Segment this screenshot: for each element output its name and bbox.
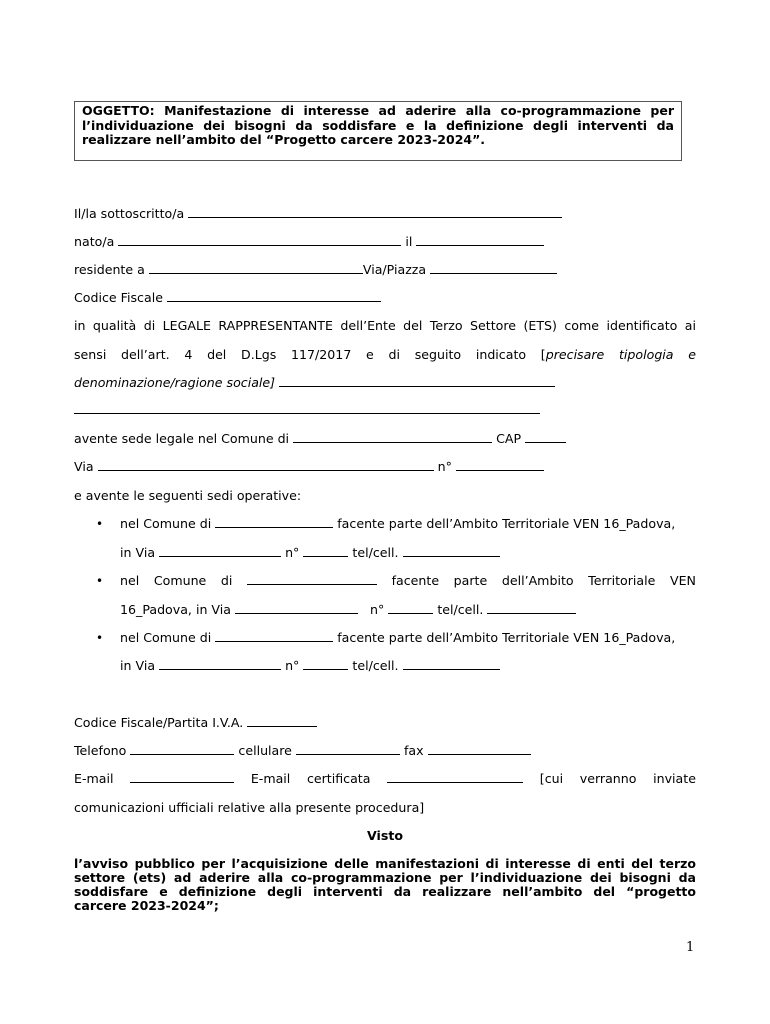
blank-pec[interactable] [387,771,523,783]
visto-line-2: settore (ets) ad aderire alla co-programmazione per l’individuazione dei bisogni da [74,870,696,885]
label-sensi: sensi dell’art. 4 del D.Lgs 117/2017 e di seguito indicato [ [74,347,546,362]
blank-codice-fiscale[interactable] [167,290,381,302]
sede-2-comune-label: nel Comune di [120,573,233,588]
row-codice-fiscale [74,290,696,306]
row-residente [74,262,696,278]
blank-denominazione-cont[interactable] [74,402,540,414]
sede-2-via-blank[interactable] [235,602,358,614]
row-email [74,771,696,787]
row-sottoscritto [74,206,696,222]
blank-denominazione[interactable] [279,375,555,387]
blank-comune[interactable] [293,431,492,443]
blank-residente[interactable] [149,262,363,274]
row-via [74,459,696,475]
row-sede-legale [74,431,696,447]
sede-2-tel-blank[interactable] [487,602,576,614]
bullet-icon: • [96,574,104,588]
label-denominazione: denominazione/ragione sociale] [74,375,276,390]
blank-numero[interactable] [456,459,544,471]
sede-3-row-1 [120,630,696,646]
sede-3-ambito: facente parte dell’Ambito Territoriale VEN 16_Padova, [337,630,676,645]
sede-1-comune-blank[interactable] [215,516,333,528]
blank-il[interactable] [416,234,544,246]
row-sedi-operative: e avente le seguenti sedi operative: [74,488,302,503]
sede-3-tel-blank[interactable] [403,658,500,670]
label-nato: nato/a [74,234,115,249]
sede-3-comune-label: nel Comune di [120,630,212,645]
blank-via-piazza[interactable] [430,262,557,274]
sede-3-n-label: n° [285,658,300,673]
oggetto-line-3: realizzare nell’ambito del “Progetto carcere 2023-2024”. [82,132,486,147]
sede-3-tel-label: tel/cell. [352,658,399,673]
sede-3-via-label: in Via [120,658,156,673]
blank-sottoscritto[interactable] [188,206,562,218]
sede-1-row-1 [120,516,696,532]
sede-2-row-2 [120,602,696,618]
row-denominazione [74,375,696,391]
row-telefono [74,743,696,759]
label-cap: CAP [496,431,522,446]
label-sede-legale: avente sede legale nel Comune di [74,431,290,446]
row-comunicazioni: comunicazioni ufficiali relative alla presente procedura] [74,800,425,815]
sede-1-comune-label: nel Comune di [120,516,212,531]
sede-1-via-blank[interactable] [159,545,281,557]
sede-2-n-label: n° [370,602,385,617]
row-cf-piva [74,715,696,731]
row-qualita: in qualità di LEGALE RAPPRESENTANTE dell’Ente del Terzo Settore (ETS) come identificato ai [74,318,696,333]
row-sensi [74,347,696,363]
visto-line-1: l’avviso pubblico per l’acquisizione delle manifestazioni di interesse di enti del terzo [74,856,696,871]
sede-3-row-2 [120,658,696,674]
row-blank-full [74,402,696,418]
label-via-piazza: Via/Piazza [362,262,427,277]
sede-3-comune-blank[interactable] [215,630,333,642]
label-pec: E-mail certificata [250,771,371,786]
sede-2-ambito: facente parte dell’Ambito Territoriale VEN [391,573,696,588]
sede-2-tel-label: tel/cell. [437,602,484,617]
label-codice-fiscale: Codice Fiscale [74,290,163,305]
visto-title: Visto [366,828,403,843]
blank-cf-piva[interactable] [247,715,317,727]
sede-2-via-label: 16_Padova, in Via [120,602,231,617]
visto-line-4: carcere 2023-2024”; [74,898,219,913]
label-sottoscritto: Il/la sottoscritto/a [74,206,185,221]
oggetto-line-1: OGGETTO: Manifestazione di interesse ad aderire alla co-programmazione per [82,103,674,118]
sede-2-n-blank[interactable] [388,602,433,614]
row-nato [74,234,696,250]
blank-fax[interactable] [428,743,531,755]
label-numero: n° [437,459,452,474]
label-via: Via [74,459,94,474]
blank-cellulare[interactable] [296,743,400,755]
blank-cap[interactable] [525,431,566,443]
sede-3-via-blank[interactable] [159,658,281,670]
sede-1-n-blank[interactable] [303,545,348,557]
page-number: 1 [686,940,695,955]
bullet-icon: • [96,631,104,645]
sede-1-row-2 [120,545,696,561]
sede-1-tel-label: tel/cell. [352,545,399,560]
label-fax: fax [403,743,424,758]
label-precisare: precisare tipologia e [545,347,696,362]
sede-2-row-1 [120,573,696,589]
blank-email[interactable] [130,771,234,783]
blank-telefono[interactable] [130,743,234,755]
sede-1-ambito: facente parte dell’Ambito Territoriale VEN 16_Padova, [337,516,676,531]
sede-1-n-label: n° [285,545,300,560]
visto-line-3: soddisfare e definizione degli interventi da realizzare nell’ambito del “progetto [74,884,696,899]
label-il: il [405,234,413,249]
sede-1-via-label: in Via [120,545,156,560]
sede-2-comune-blank[interactable] [247,573,377,585]
label-cf-piva: Codice Fiscale/Partita I.V.A. [74,715,244,730]
sede-3-n-blank[interactable] [303,658,348,670]
blank-nato[interactable] [118,234,401,246]
label-cui: [cui verranno inviate [539,771,696,786]
oggetto-box [74,101,682,161]
label-email: E-mail [74,771,114,786]
blank-via[interactable] [98,459,434,471]
bullet-icon: • [96,517,104,531]
label-residente: residente a [74,262,145,277]
label-telefono: Telefono [74,743,127,758]
label-cellulare: cellulare [238,743,292,758]
oggetto-line-2: l’individuazione dei bisogni da soddisfare e la definizione degli interventi da [82,117,674,133]
sede-1-tel-blank[interactable] [403,545,500,557]
